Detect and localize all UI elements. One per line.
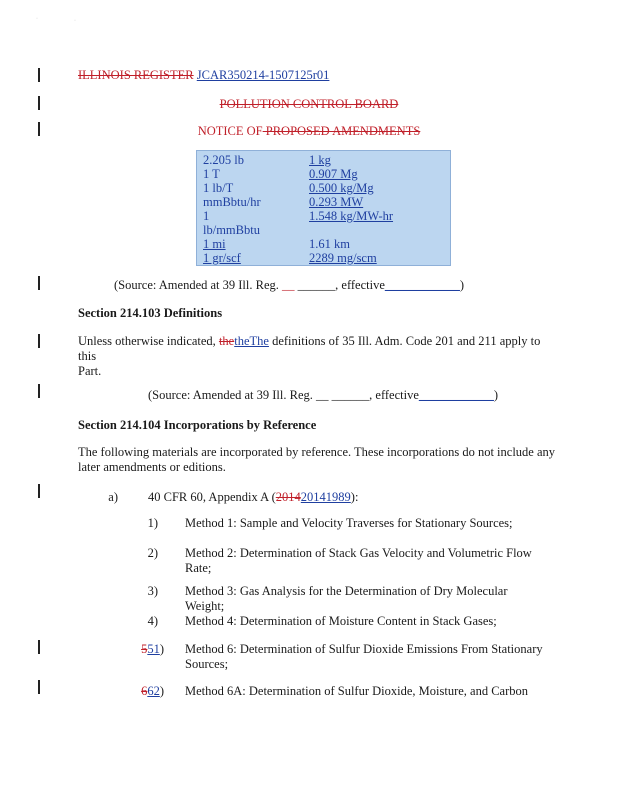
scan-mark: · xyxy=(74,18,76,24)
change-bar xyxy=(38,680,40,694)
item-label: a) xyxy=(108,490,118,504)
notice-heading: NOTICE OF PROPOSED AMENDMENTS xyxy=(197,124,421,138)
method-number: 662) xyxy=(141,684,164,698)
section-text: Unless otherwise indicated, thetheThe definitions of 35 Ill. Adm. Code 201 and 211 apply to this Part. xyxy=(78,334,541,378)
method-text: Method 4: Determination of Moisture Content in Stack Gases; xyxy=(185,614,497,628)
section-title: Section 214.104 Incorporations by Reference xyxy=(78,418,317,432)
method-number: 1) xyxy=(147,516,158,530)
conversion-table: 2.205 lb 1 kg 1 T 0.907 Mg 1 lb/T 0.500 kg/Mg mmBbtu/hr 0.293 MW 1 1.548 kg/MW-hr lb/mmBbtu 1 mi 1.61 km 1 gr/scf 2289 mg/scm xyxy=(196,150,451,266)
method-number: 3) xyxy=(147,584,158,598)
method-number: 551) xyxy=(141,642,164,656)
method-text: Method 1: Sample and Velocity Traverses for Stationary Sources; xyxy=(185,516,513,530)
change-bar xyxy=(38,640,40,654)
board-heading: POLLUTION CONTROL BOARD xyxy=(219,97,399,111)
method-text: Method 2: Determination of Stack Gas Velocity and Volumetric Flow Rate; xyxy=(185,546,532,575)
change-bar xyxy=(38,68,40,82)
change-bar xyxy=(38,384,40,398)
register-line xyxy=(78,68,329,83)
source-note: (Source: Amended at 39 Ill. Reg. __ ______, effective____________) xyxy=(148,388,499,402)
method-text: Method 3: Gas Analysis for the Determination of Dry Molecular Weight; xyxy=(185,584,508,613)
method-number: 2) xyxy=(147,546,158,560)
change-bar xyxy=(38,484,40,498)
scan-mark: · xyxy=(36,16,38,22)
method-text: Method 6A: Determination of Sulfur Dioxide, Moisture, and Carbon xyxy=(185,684,528,698)
method-number: 4) xyxy=(147,614,158,628)
jcar-id: JCAR350214-1507125r01 xyxy=(196,68,330,82)
change-bar xyxy=(38,334,40,348)
source-note: (Source: Amended at 39 Ill. Reg. __ ______, effective____________) xyxy=(114,278,465,292)
change-bar xyxy=(38,276,40,290)
method-text: Method 6: Determination of Sulfur Dioxide Emissions From Stationary Sources; xyxy=(185,642,543,671)
register-struck: ILLINOIS REGISTER xyxy=(78,68,194,82)
item-text: 40 CFR 60, Appendix A (201420141989): xyxy=(148,490,359,504)
section-text: The following materials are incorporated by reference. These incorporations do not include any later amendments or editions. xyxy=(78,445,556,474)
section-title: Section 214.103 Definitions xyxy=(78,306,223,320)
